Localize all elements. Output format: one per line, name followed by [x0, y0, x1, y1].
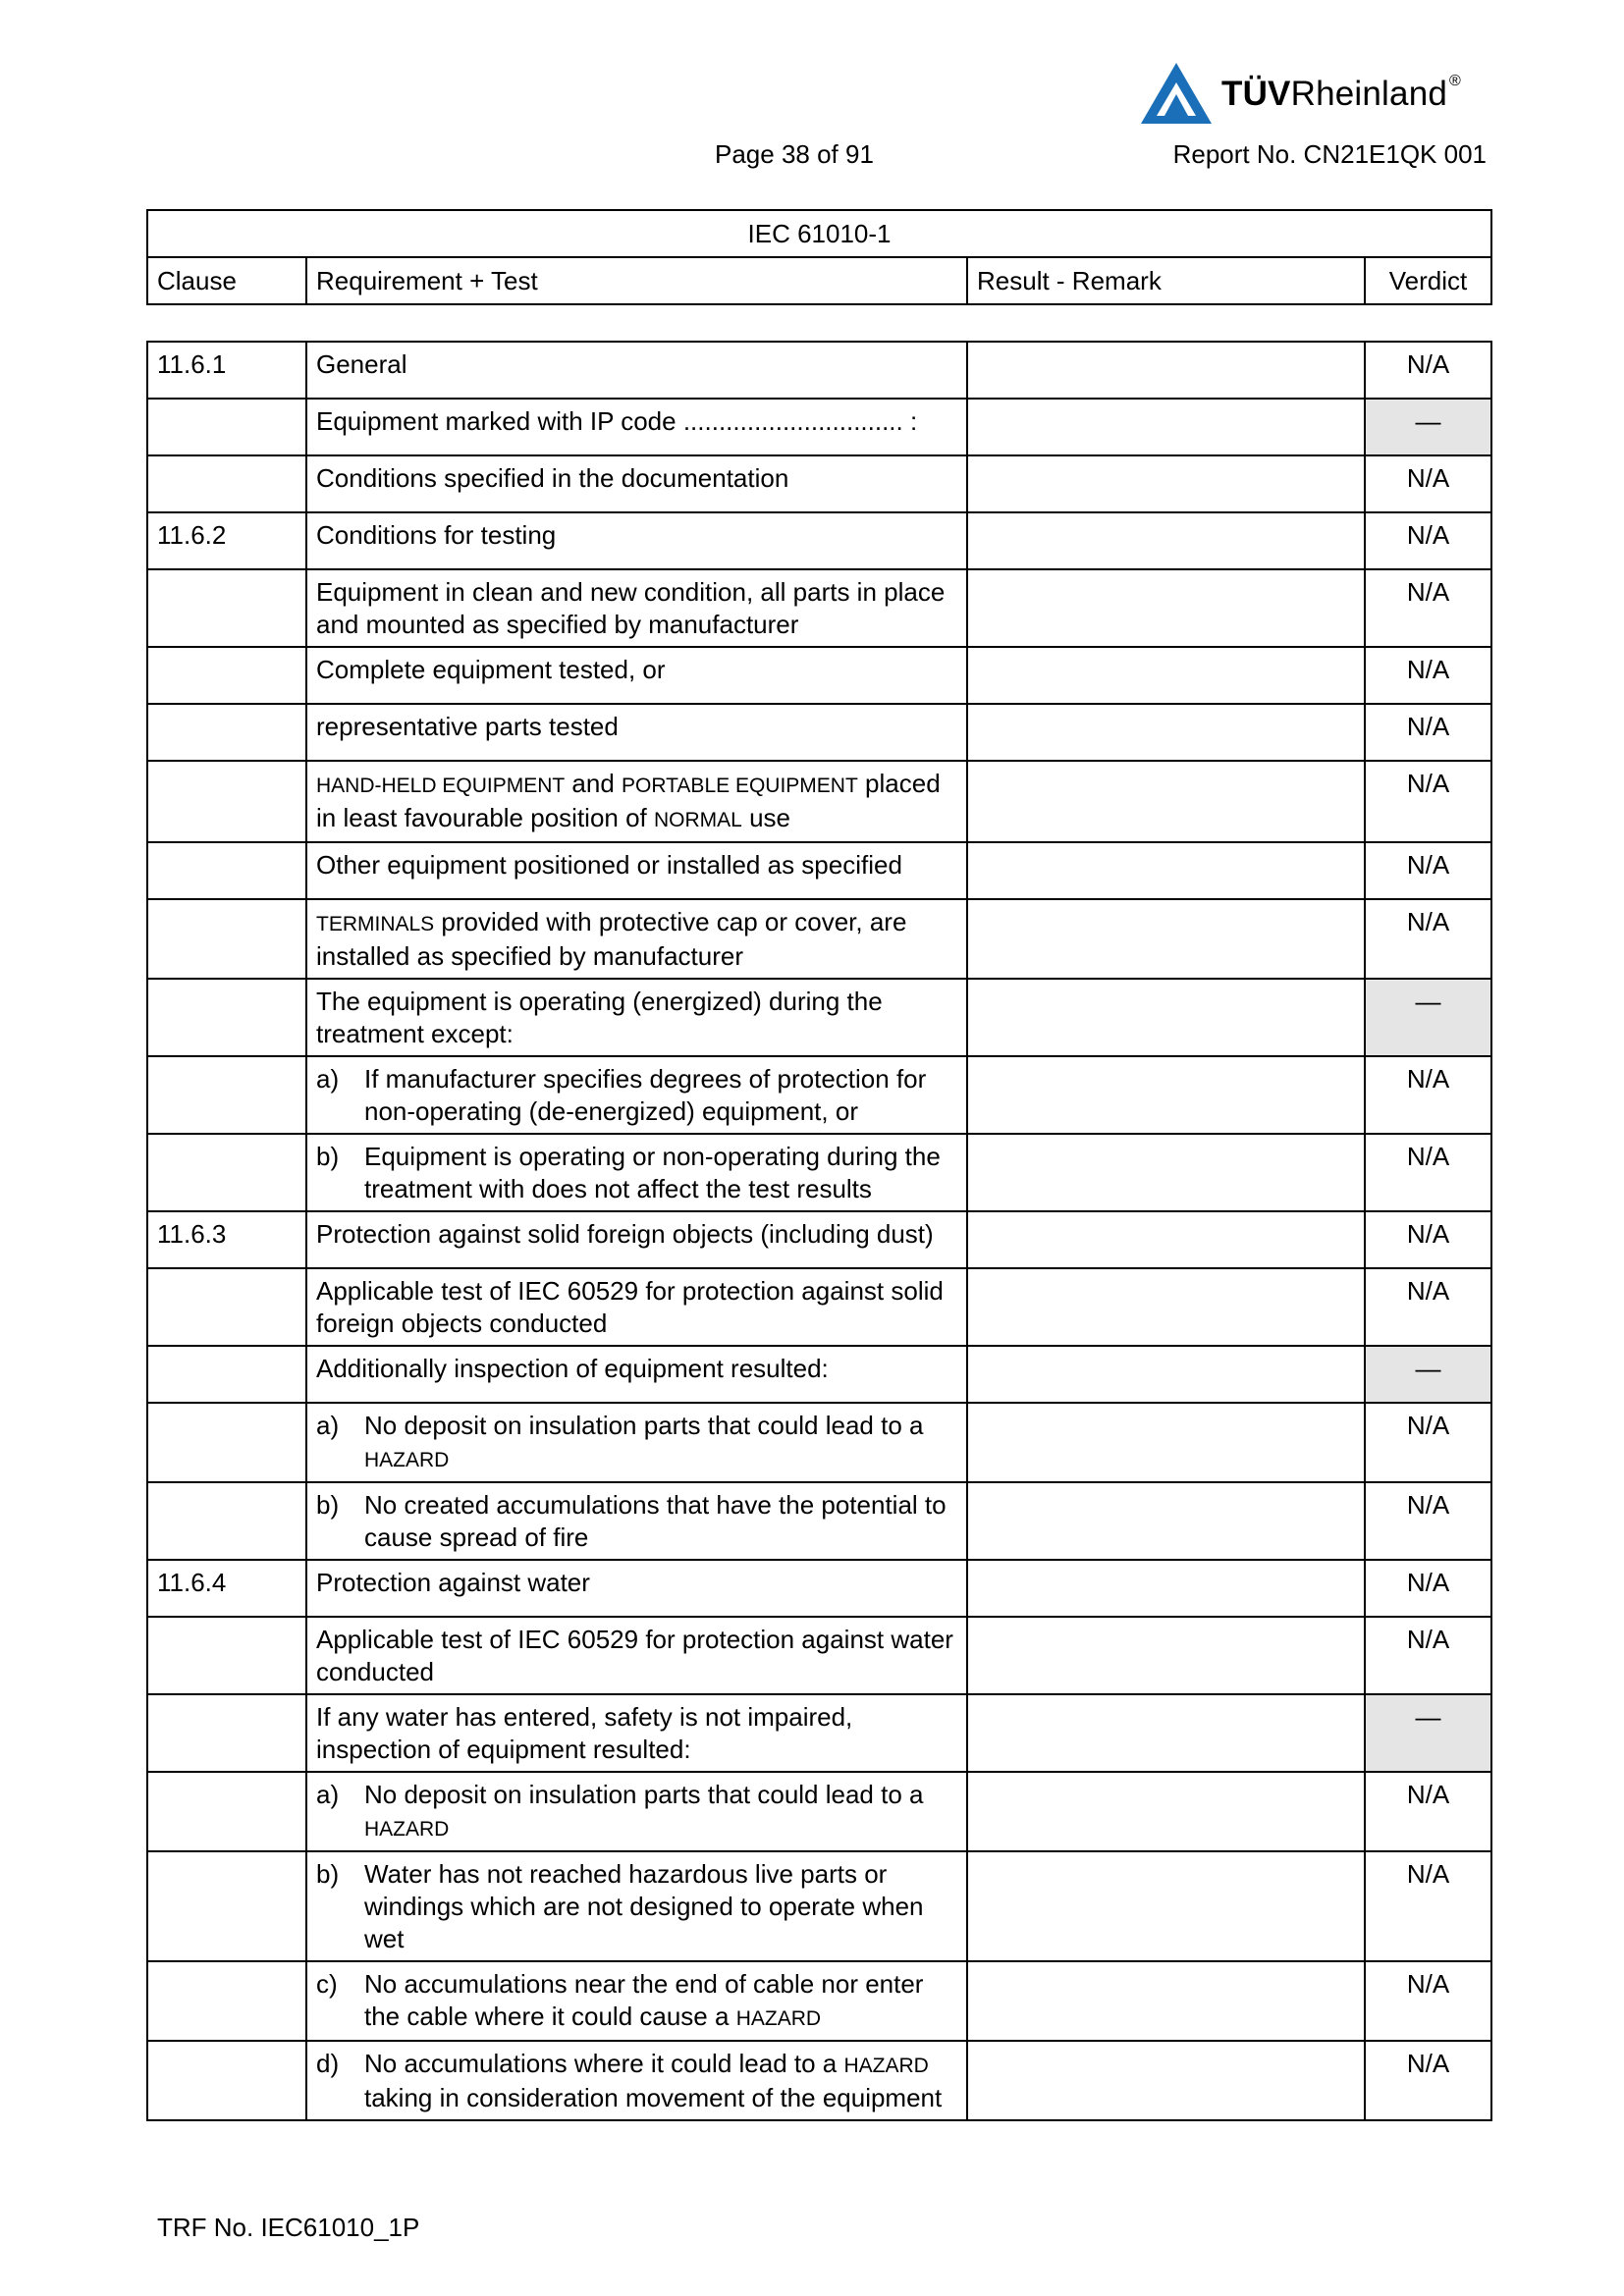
table-row: [147, 1617, 1491, 1694]
table-row: [147, 979, 1491, 1056]
sub-item-label: a): [316, 1780, 340, 1809]
requirement-cell: [306, 455, 967, 512]
sub-item: [316, 1779, 957, 1845]
column-header-requirement: Requirement + Test: [306, 257, 967, 304]
page-number: Page 38 of 91: [715, 139, 874, 169]
sub-item-text: [364, 1410, 957, 1476]
requirement-text: Other equipment positioned or installed as specified: [316, 850, 902, 880]
verdict-cell: N/A: [1365, 1851, 1491, 1961]
sub-item-label: d): [316, 2049, 340, 2078]
clause-cell: [147, 1617, 306, 1694]
brand-bold: TÜV: [1221, 75, 1291, 113]
sub-item-text: [364, 1968, 957, 2035]
defined-term: NORMAL: [654, 809, 742, 831]
verdict-cell: N/A: [1365, 1961, 1491, 2041]
requirement-cell: [306, 2041, 967, 2120]
clause-cell: [147, 1772, 306, 1851]
sub-item: [316, 2048, 957, 2114]
requirement-cell: [306, 1134, 967, 1211]
table-row: [147, 1560, 1491, 1617]
requirement-cell: [306, 512, 967, 569]
result-cell: [967, 455, 1365, 512]
clause-cell: [147, 761, 306, 842]
sub-item-label: b): [316, 1490, 340, 1520]
sub-item-text: [364, 1063, 957, 1128]
verdict-cell: N/A: [1365, 1403, 1491, 1482]
requirement-text: Applicable test of IEC 60529 for protection against solid foreign objects conducted: [316, 1276, 944, 1338]
requirement-text: General: [316, 349, 407, 379]
requirement-text: Protection against solid foreign objects (including dust): [316, 1219, 934, 1249]
verdict-cell: N/A: [1365, 1134, 1491, 1211]
verdict-cell: N/A: [1365, 704, 1491, 761]
requirement-cell: [306, 1560, 967, 1617]
defined-term: HAZARD: [364, 1449, 450, 1471]
trf-number: TRF No. IEC61010_1P: [157, 2213, 420, 2242]
table-row: [147, 1346, 1491, 1403]
clause-cell: [147, 1268, 306, 1346]
verdict-cell: —: [1365, 1346, 1491, 1403]
result-cell: [967, 979, 1365, 1056]
result-cell: [967, 899, 1365, 979]
verdict-cell: —: [1365, 1694, 1491, 1772]
requirement-text: Conditions specified in the documentation: [316, 463, 789, 493]
sub-item: [316, 1063, 957, 1128]
result-cell: [967, 1211, 1365, 1268]
requirement-cell: [306, 842, 967, 899]
defined-term: HAZARD: [735, 2007, 822, 2030]
sub-item-label: b): [316, 1142, 340, 1171]
table-row: [147, 1482, 1491, 1560]
clause-cell: [147, 1482, 306, 1560]
standard-title: IEC 61010-1: [147, 210, 1491, 257]
clause-cell: [147, 1961, 306, 2041]
requirement-text: No accumulations near the end of cable nor enter the cable where it could cause a: [364, 1969, 924, 2031]
table-row: [147, 1961, 1491, 2041]
result-cell: [967, 761, 1365, 842]
requirement-text: Equipment is operating or non-operating during the treatment with does not affect the test results: [364, 1142, 941, 1203]
table-row: [147, 761, 1491, 842]
verdict-cell: N/A: [1365, 647, 1491, 704]
column-header-result: Result - Remark: [967, 257, 1365, 304]
result-cell: [967, 647, 1365, 704]
verdict-cell: N/A: [1365, 1268, 1491, 1346]
requirement-text: placed in least favourable position of: [316, 769, 941, 832]
sub-item-text: [364, 1141, 957, 1205]
requirement-text: If any water has entered, safety is not impaired, inspection of equipment resulted:: [316, 1702, 853, 1764]
table-row: [147, 2041, 1491, 2120]
defined-term: PORTABLE EQUIPMENT: [622, 774, 858, 797]
requirement-cell: [306, 1056, 967, 1134]
requirement-cell: [306, 1694, 967, 1772]
requirement-cell: [306, 569, 967, 647]
requirement-text: Applicable test of IEC 60529 for protection against water conducted: [316, 1625, 953, 1686]
requirement-cell: [306, 399, 967, 455]
table-row: [147, 1134, 1491, 1211]
verdict-cell: N/A: [1365, 1617, 1491, 1694]
result-cell: [967, 1560, 1365, 1617]
result-cell: [967, 1694, 1365, 1772]
defined-term: TERMINALS: [316, 913, 435, 935]
requirement-cell: [306, 1346, 967, 1403]
clause-cell: [147, 1694, 306, 1772]
verdict-cell: N/A: [1365, 342, 1491, 399]
result-cell: [967, 569, 1365, 647]
requirement-text: and: [565, 769, 623, 798]
requirement-cell: [306, 704, 967, 761]
table-row: [147, 1056, 1491, 1134]
requirement-cell: [306, 1268, 967, 1346]
sub-item-label: c): [316, 1969, 338, 1999]
verdict-cell: N/A: [1365, 1056, 1491, 1134]
result-cell: [967, 1617, 1365, 1694]
sub-item: [316, 1141, 957, 1205]
requirement-cell: [306, 1482, 967, 1560]
clause-cell: [147, 1346, 306, 1403]
result-cell: [967, 512, 1365, 569]
table-row: [147, 1694, 1491, 1772]
requirement-text: Complete equipment tested, or: [316, 655, 666, 684]
sub-item: [316, 1858, 957, 1955]
requirement-cell: [306, 761, 967, 842]
verdict-cell: —: [1365, 979, 1491, 1056]
verdict-cell: N/A: [1365, 842, 1491, 899]
brand-rest: Rheinland: [1290, 75, 1448, 113]
table-row: [147, 512, 1491, 569]
table-row: [147, 342, 1491, 399]
column-header-clause: Clause: [147, 257, 306, 304]
result-cell: [967, 704, 1365, 761]
table-row: [147, 1772, 1491, 1851]
requirement-cell: [306, 899, 967, 979]
result-cell: [967, 1134, 1365, 1211]
verdict-cell: N/A: [1365, 1482, 1491, 1560]
defined-term: HAND-HELD EQUIPMENT: [316, 774, 566, 797]
clause-cell: 11.6.2: [147, 512, 306, 569]
verdict-cell: N/A: [1365, 1772, 1491, 1851]
requirement-text: taking in consideration movement of the equipment: [364, 2083, 943, 2112]
clause-cell: [147, 704, 306, 761]
sub-item-text: [364, 1489, 957, 1554]
clause-cell: [147, 1403, 306, 1482]
verdict-cell: N/A: [1365, 569, 1491, 647]
clause-cell: [147, 569, 306, 647]
table-row: [147, 569, 1491, 647]
clause-cell: [147, 399, 306, 455]
requirement-cell: [306, 979, 967, 1056]
table-header: [146, 209, 1492, 305]
verdict-cell: N/A: [1365, 1211, 1491, 1268]
table-row: [147, 842, 1491, 899]
defined-term: HAZARD: [364, 1818, 450, 1841]
sub-item-label: a): [316, 1411, 340, 1440]
result-cell: [967, 842, 1365, 899]
table-row: [147, 899, 1491, 979]
sub-item-label: a): [316, 1064, 340, 1094]
requirement-text: The equipment is operating (energized) during the treatment except:: [316, 987, 883, 1048]
clause-cell: 11.6.1: [147, 342, 306, 399]
table-row: [147, 1211, 1491, 1268]
table-row: [147, 1851, 1491, 1961]
requirement-text: No created accumulations that have the potential to cause spread of fire: [364, 1490, 947, 1552]
requirement-text: Water has not reached hazardous live parts or windings which are not designed to operate when wet: [364, 1859, 924, 1953]
requirement-text: Equipment marked with IP code ............................... :: [316, 406, 918, 436]
clause-cell: 11.6.4: [147, 1560, 306, 1617]
clause-cell: [147, 899, 306, 979]
clause-cell: [147, 1851, 306, 1961]
report-number: Report No. CN21E1QK 001: [1172, 139, 1487, 169]
clause-table: [146, 341, 1492, 2121]
clause-cell: [147, 1056, 306, 1134]
result-cell: [967, 2041, 1365, 2120]
requirement-text: No accumulations where it could lead to a: [364, 2049, 844, 2078]
requirement-cell: [306, 1851, 967, 1961]
requirement-text: No deposit on insulation parts that could lead to a: [364, 1780, 924, 1809]
table-row: [147, 399, 1491, 455]
verdict-cell: N/A: [1365, 761, 1491, 842]
verdict-cell: N/A: [1365, 2041, 1491, 2120]
verdict-cell: N/A: [1365, 455, 1491, 512]
requirement-cell: [306, 1403, 967, 1482]
table-row: [147, 1403, 1491, 1482]
clause-cell: [147, 455, 306, 512]
verdict-cell: N/A: [1365, 899, 1491, 979]
column-header-verdict: Verdict: [1365, 257, 1491, 304]
sub-item-text: [364, 1779, 957, 1845]
result-cell: [967, 399, 1365, 455]
result-cell: [967, 1268, 1365, 1346]
table-row: [147, 455, 1491, 512]
sub-item-text: [364, 1858, 957, 1955]
clause-cell: [147, 2041, 306, 2120]
brand-wordmark: [1221, 75, 1461, 114]
clause-cell: 11.6.3: [147, 1211, 306, 1268]
requirement-text: provided with protective cap or cover, are installed as specified by manufacturer: [316, 907, 907, 971]
verdict-cell: —: [1365, 399, 1491, 455]
result-cell: [967, 1851, 1365, 1961]
requirement-cell: [306, 1211, 967, 1268]
table-row: [147, 704, 1491, 761]
requirement-text: If manufacturer specifies degrees of protection for non-operating (de-energized) equipment, or: [364, 1064, 927, 1126]
defined-term: HAZARD: [843, 2055, 929, 2077]
sub-item-label: b): [316, 1859, 340, 1889]
registered-mark: ®: [1449, 73, 1462, 89]
clause-cell: [147, 1134, 306, 1211]
requirement-text: Equipment in clean and new condition, all parts in place and mounted as specified by manufacturer: [316, 577, 946, 639]
sub-item: [316, 1489, 957, 1554]
verdict-cell: N/A: [1365, 1560, 1491, 1617]
sub-item: [316, 1968, 957, 2035]
requirement-cell: [306, 1961, 967, 2041]
requirement-text: No deposit on insulation parts that could lead to a: [364, 1411, 924, 1440]
clause-cell: [147, 647, 306, 704]
result-cell: [967, 1346, 1365, 1403]
tuv-rheinland-logo: [1139, 61, 1488, 126]
requirement-cell: [306, 647, 967, 704]
result-cell: [967, 342, 1365, 399]
clause-cell: [147, 979, 306, 1056]
requirement-text: Additionally inspection of equipment resulted:: [316, 1354, 829, 1383]
requirement-text: use: [741, 803, 791, 832]
requirement-text: Conditions for testing: [316, 520, 557, 550]
requirement-cell: [306, 1617, 967, 1694]
result-cell: [967, 1961, 1365, 2041]
table-row: [147, 647, 1491, 704]
requirement-text: Protection against water: [316, 1568, 590, 1597]
result-cell: [967, 1056, 1365, 1134]
verdict-cell: N/A: [1365, 512, 1491, 569]
requirement-text: representative parts tested: [316, 712, 619, 741]
sub-item-text: [364, 2048, 957, 2114]
clause-cell: [147, 842, 306, 899]
requirement-cell: [306, 1772, 967, 1851]
tuv-triangle-logo-icon: [1139, 61, 1214, 126]
sub-item: [316, 1410, 957, 1476]
result-cell: [967, 1403, 1365, 1482]
requirement-cell: [306, 342, 967, 399]
table-row: [147, 1268, 1491, 1346]
result-cell: [967, 1772, 1365, 1851]
result-cell: [967, 1482, 1365, 1560]
